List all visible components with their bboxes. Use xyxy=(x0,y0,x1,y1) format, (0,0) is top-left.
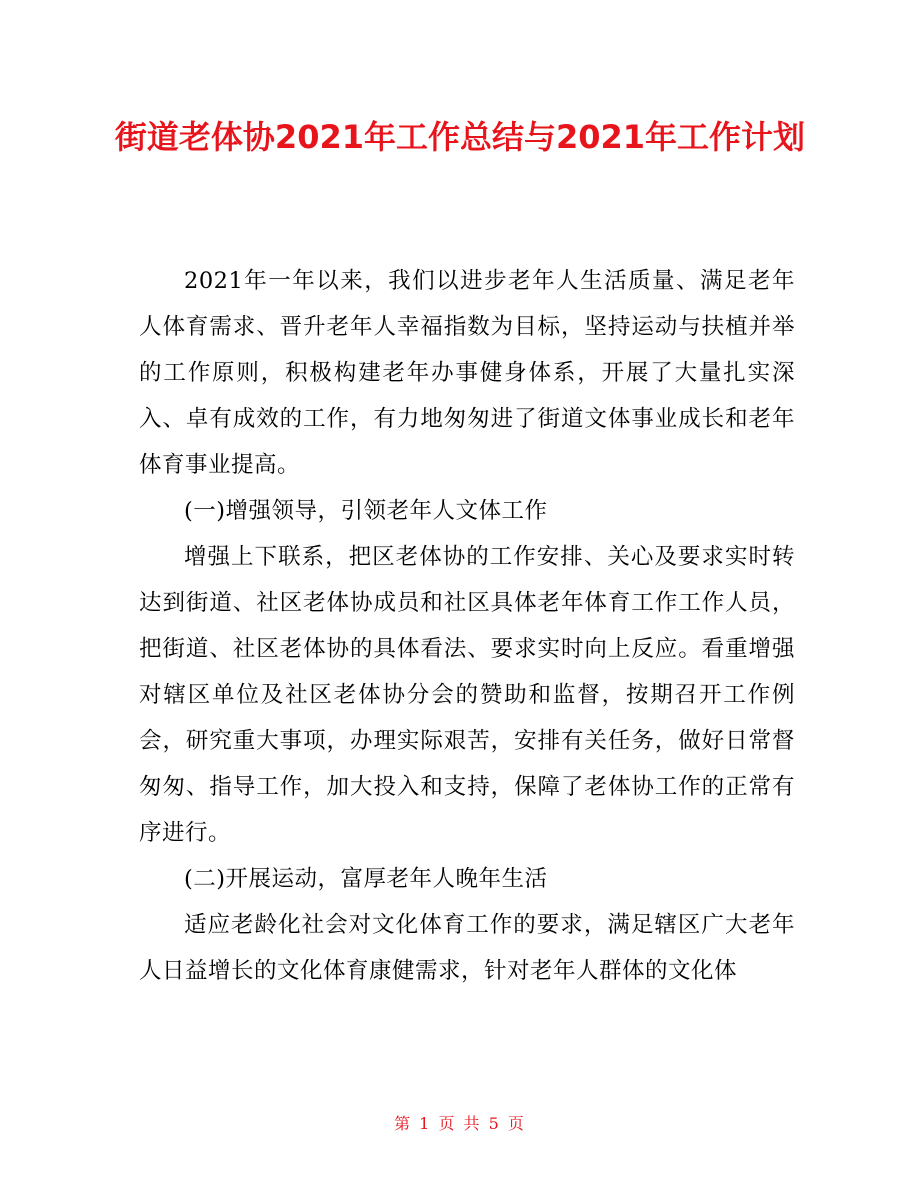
document-body xyxy=(139,258,795,994)
document-title: 街道老体协2021年工作总结与2021年工作计划 xyxy=(114,118,806,156)
footer-current-page: 1 xyxy=(419,1114,432,1133)
section-heading-1: (一)增强领导，引领老年人文体工作 xyxy=(184,498,548,524)
section-heading-2: (二)开展运动，富厚老年人晚年生活 xyxy=(184,866,548,892)
page-number-footer xyxy=(0,1112,920,1136)
footer-suffix: 页 xyxy=(507,1114,526,1133)
footer-mid: 页 共 xyxy=(438,1114,482,1133)
footer-total-pages: 5 xyxy=(488,1114,501,1133)
body-paragraph-intro: 2021年一年以来，我们以进步老年人生活质量、满足老年人体育需求、晋升老年人幸福指数为目标，坚持运动与扶植并举的工作原则，积极构建老年办事健身体系，开展了大量扎实深入、卓有成效的工作，有力地匆匆进了街道文体事业成长和老年体育事业提高。 xyxy=(139,268,795,478)
body-paragraph-section-1: 增强上下联系，把区老体协的工作安排、关心及要求实时转达到街道、社区老体协成员和社区具体老年体育工作工作人员，把街道、社区老体协的具体看法、要求实时向上反应。看重增强对辖区单位及社区老体协分会的赞助和监督，按期召开工作例会，研究重大事项，办理实际艰苦，安排有关任务，做好日常督匆匆、指导工作，加大投入和支持，保障了老体协工作的正常有序进行。 xyxy=(139,544,795,846)
footer-prefix: 第 xyxy=(394,1114,413,1133)
body-paragraph-section-2: 适应老龄化社会对文化体育工作的要求，满足辖区广大老年人日益增长的文化体育康健需求，针对老年人群体的文化体 xyxy=(139,912,795,984)
